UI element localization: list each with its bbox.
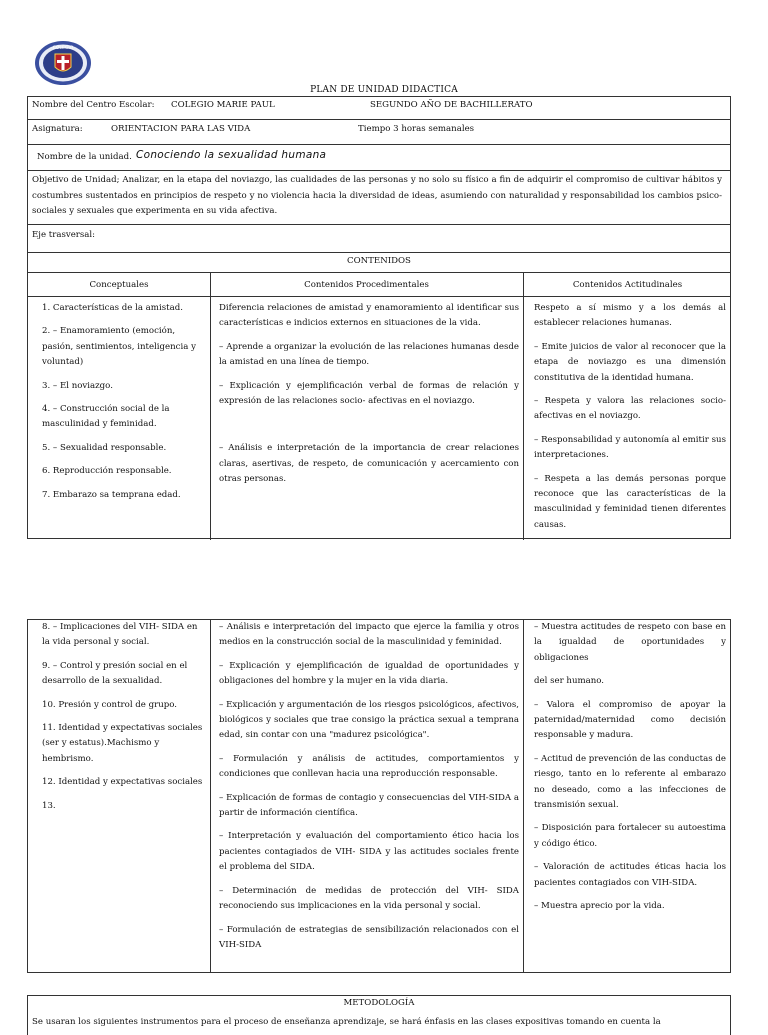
procedural-list: [219, 301, 519, 496]
list-item: 3. – El noviazgo.: [42, 380, 113, 391]
list-item: 1. Características de la amistad.: [42, 303, 183, 313]
subject-label: Asignatura:: [32, 124, 83, 134]
list-item: 5. – Sexualidad responsable.: [42, 442, 167, 453]
unit-plan-table: [27, 96, 731, 539]
list-item: – Determinación de medidas de protección del VIH- SIDA reconociendo sus implicaciones en la vida personal y social.: [219, 885, 519, 912]
list-item: – Respeta a las demás personas porque reconoce que las características de la masculinidad y feminidad tienen diferentes causas.: [534, 473, 726, 530]
grade-label: SEGUNDO AÑO DE BACHILLERATO: [370, 100, 533, 110]
list-item: – Interpretación y evaluación del comportamiento ético hacia los pacientes contagiados de VIH- SIDA y las actitudes sociales frente el problema del SIDA.: [219, 831, 519, 873]
list-item: Respeto a sí mismo y a los demás al establecer relaciones humanas.: [534, 303, 726, 329]
procedural-list-continued: [219, 620, 519, 961]
time-label: Tiempo 3 horas semanales: [358, 124, 475, 134]
list-item: 8. – Implicaciones del VIH- SIDA en la vida personal y social.: [42, 622, 198, 648]
column-header-row: [28, 273, 730, 297]
list-item: – Formulación de estrategias de sensibilización relacionados con el VIH-SIDA: [219, 924, 519, 950]
attitudinal-header: Contenidos Actitudinales: [572, 280, 683, 290]
list-item: del ser humano.: [534, 676, 605, 687]
list-item: – Disposición para fortalecer su autoestima y código ético.: [534, 823, 726, 849]
subject-name: ORIENTACION PARA LAS VIDA: [111, 124, 251, 134]
subject-row: [28, 120, 730, 145]
conceptual-list-continued: [42, 620, 206, 822]
school-row: [28, 97, 730, 120]
list-item: – Muestra actitudes de respeto con base en la igualdad de oportunidades y obligaciones: [534, 622, 726, 663]
list-item: – Aprende a organizar la evolución de las relaciones humanas desde la amistad en una línea de tiempo.: [219, 341, 519, 368]
list-item: – Análisis e interpretación de la importancia de crear relaciones claras, asertivas, de respeto, de comunicación y acercamiento con otras personas.: [219, 443, 519, 485]
contents-title: CONTENIDOS: [347, 256, 411, 266]
contents-row: [28, 297, 730, 540]
list-item: – Explicación y ejemplificación verbal de formas de relación y expresión de las relaciones socio- afectivas en el noviazgo.: [219, 380, 519, 407]
list-item: – Respeta y valora las relaciones socio-afectivas en el noviazgo.: [534, 396, 726, 422]
list-item: 6. Reproducción responsable.: [42, 466, 172, 477]
attitudinal-list-continued: [534, 620, 726, 923]
conceptual-header: Conceptuales: [89, 280, 149, 290]
transversal-axis-label: Eje trasversal:: [32, 230, 96, 240]
list-item: 2. – Enamoramiento (emoción, pasión, sentimientos, inteligencia y voluntad): [42, 326, 196, 368]
attitudinal-list: [534, 301, 726, 541]
list-item: – Análisis e interpretación del impacto que ejerce la familia y otros medios en la construcción social de la masculinidad y feminidad.: [219, 622, 519, 648]
school-label: Nombre del Centro Escolar:: [32, 100, 155, 110]
list-item: 10. Presión y control de grupo.: [42, 699, 178, 710]
methodology-section: [27, 995, 731, 1035]
list-item: – Emite juicios de valor al reconocer que la etapa de noviazgo es una dimensión constitutiva de la identidad humana.: [534, 341, 726, 383]
unit-name: Conociendo la sexualidad humana: [136, 149, 327, 161]
list-item: 4. – Construcción social de la masculinidad y feminidad.: [42, 404, 170, 430]
list-item: – Responsabilidad y autonomía al emitir sus interpretaciones.: [534, 434, 726, 461]
school-name: COLEGIO MARIE PAUL: [171, 100, 275, 110]
contents-continued-table: [27, 619, 731, 973]
list-item: – Valoración de actitudes éticas hacia los pacientes contagiados con VIH-SIDA.: [534, 862, 726, 888]
list-item: – Formulación y análisis de actitudes, comportamientos y condiciones que conllevan hacia una reproducción responsable.: [219, 753, 519, 780]
unit-label: Nombre de la unidad.: [37, 152, 132, 162]
objective-row: [28, 171, 730, 225]
list-item: Diferencia relaciones de amistad y enamoramiento al identificar sus características e indicios externos en situaciones de la vida.: [219, 303, 519, 329]
transversal-axis-row: [28, 225, 730, 253]
list-item: – Valora el compromiso de apoyar la paternidad/maternidad como decisión responsable y madura.: [534, 699, 726, 741]
list-item: 7. Embarazo sa temprana edad.: [42, 489, 181, 500]
procedural-header: Contenidos Procedimentales: [304, 280, 429, 290]
list-item: – Muestra aprecio por la vida.: [534, 901, 665, 912]
contents-title-row: [28, 253, 730, 273]
school-seal-logo: [34, 40, 92, 86]
list-item: – Explicación y argumentación de los riesgos psicológicos, afectivos, biológicos y sociales que trae consigo la práctica sexual a temprana edad, sin contar con una "madurez psicológica".: [219, 699, 519, 741]
list-item: 9. – Control y presión social en el desarrollo de la sexualidad.: [42, 660, 188, 687]
list-item: – Explicación y ejemplificación de igualdad de oportunidades y obligaciones del hombre y la mujer en la vida diaria.: [219, 660, 519, 687]
methodology-text: Se usaran los siguientes instrumentos para el proceso de enseñanza aprendizaje, se hará énfasis en las clases expositivas tomando en cuenta la: [32, 1017, 661, 1027]
list-item: – Explicación de formas de contagio y consecuencias del VIH-SIDA a partir de información científica.: [219, 792, 519, 819]
list-item: 12. Identidad y expectativas sociales: [42, 777, 203, 788]
list-item: 13.: [42, 800, 56, 811]
list-item: – Actitud de prevención de las conductas de riesgo, tanto en lo referente al embarazo no deseado, como a las infecciones de transmisión sexual.: [534, 753, 726, 811]
list-item: 11. Identidad y expectativas sociales (ser y estatus).Machismo y hembrismo.: [42, 723, 203, 764]
svg-text:COLEGIO: COLEGIO: [52, 46, 74, 51]
unit-name-row: [28, 145, 730, 171]
unit-objective: Objetivo de Unidad; Analizar, en la etapa del noviazgo, las cualidades de las personas y no solo su físico a fin de adquirir el compromiso de cultivar hábitos y costumbres sustentados en principios de respeto y no violencia hacia la diversidad de ideas, asumiendo con naturalidad y responsabilidad los cambios psico-sociales y sexuales que experimenta en su vida afectiva.: [32, 175, 722, 217]
document-title: PLAN DE UNIDAD DIDACTICA: [310, 85, 458, 95]
methodology-title: METODOLOGÍA: [343, 998, 415, 1008]
conceptual-list: [42, 301, 206, 511]
